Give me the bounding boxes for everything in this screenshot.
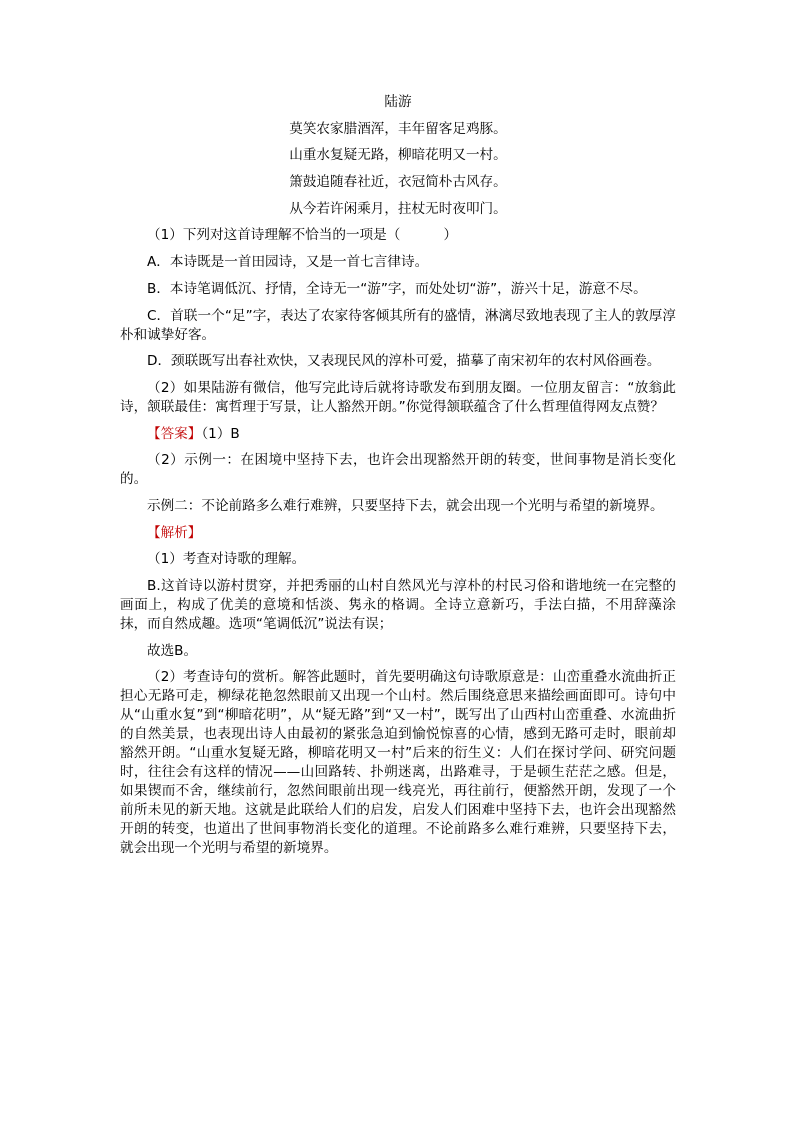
option-b: B．本诗笔调低沉、抒情，全诗无一“游”字，而处处切“游”，游兴十足，游意不尽。 bbox=[147, 280, 647, 297]
option-d: D．颈联既写出春社欢快，又表现民风的淳朴可爱，描摹了南宋初年的农村风俗画卷。 bbox=[147, 353, 661, 370]
option-c: C．首联一个“足”字，表达了农家待客倾其所有的盛情，淋漓尽致地表现了主人的敦厚淳朴和诚挚好客。 bbox=[120, 307, 676, 343]
answer-1: （1）B bbox=[201, 425, 240, 442]
question-1-stem: （1）下列对这首诗理解不恰当的一项是（ ） bbox=[147, 227, 458, 244]
answer-label: 【答案】 bbox=[147, 425, 202, 442]
document-page bbox=[120, 93, 676, 866]
analysis-2: B.这首诗以游村贯穿，并把秀丽的山村自然风光与淳朴的村民习俗和谐地统一在完整的画面上，构成了优美的意境和恬淡、隽永的格调。全诗立意新巧，手法白描，不用辞藻涂抹，而自然成趣。选项“笔调低沉”说法有误； bbox=[120, 578, 676, 632]
analysis-label: 【解析】 bbox=[147, 524, 202, 541]
question-2-stem: （2）如果陆游有微信，他写完此诗后就将诗歌发布到朋友圈。一位朋友留言：“放翁此诗，颔联最佳：寓哲理于写景，让人豁然开朗。”你觉得颔联蕴含了什么哲理值得网友点赞？ bbox=[120, 379, 676, 415]
analysis-3: 故选B。 bbox=[147, 642, 198, 659]
answer-2: （2）示例一：在困境中坚持下去，也许会出现豁然开朗的转变，世间事物是消长变化的。 bbox=[120, 452, 676, 488]
answer-block bbox=[120, 425, 676, 444]
analysis-1: （1）考查对诗歌的理解。 bbox=[147, 551, 306, 568]
poem-line-1: 莫笑农家腊酒浑，丰年留客足鸡豚。 bbox=[289, 120, 507, 137]
option-a: A．本诗既是一首田园诗，又是一首七言律诗。 bbox=[147, 254, 429, 271]
analysis-4: （2）考查诗句的赏析。解答此题时，首先要明确这句诗歌原意是：山峦重叠水流曲折正担心无路可走，柳绿花艳忽然眼前又出现一个山村。然后围绕意思来描绘画面即可。诗句中从“山重水复”到“柳暗花明”，从“疑无路”到“又一村”，既写出了山西村山峦重叠、水流曲折的自然美景，也表现出诗人由最初的紧张急迫到愉悦惊喜的心情，感到无路可走时，眼前却豁然开朗。“山重水复疑无路，柳暗花明又一村”后来的衍生义：人们在探讨学问、研究问题时，往往会有这样的情况——山回路转、扑朔迷离，出路难寻，于是顿生茫茫之感。但是，如果锲而不舍，继续前行，忽然间眼前出现一线亮光，再往前行，便豁然开朗，发现了一个前所未见的新天地。这就是此联给人们的启发，启发人们困难中坚持下去，也许会出现豁然开朗的转变，也道出了世间事物消长变化的道理。不论前路多么难行难辨，只要坚持下去，就会出现一个光明与希望的新境界。 bbox=[120, 669, 676, 857]
poem-line-4: 从今若许闲乘月，拄杖无时夜叩门。 bbox=[289, 200, 507, 217]
poem-author: 陆游 bbox=[384, 94, 412, 110]
poem-line-3: 箫鼓追随春社近，衣冠简朴古风存。 bbox=[289, 174, 507, 191]
answer-2-example-2: 示例二：不论前路多么难行难辨，只要坚持下去，就会出现一个光明与希望的新境界。 bbox=[147, 497, 664, 514]
poem-line-2: 山重水复疑无路，柳暗花明又一村。 bbox=[289, 147, 507, 164]
